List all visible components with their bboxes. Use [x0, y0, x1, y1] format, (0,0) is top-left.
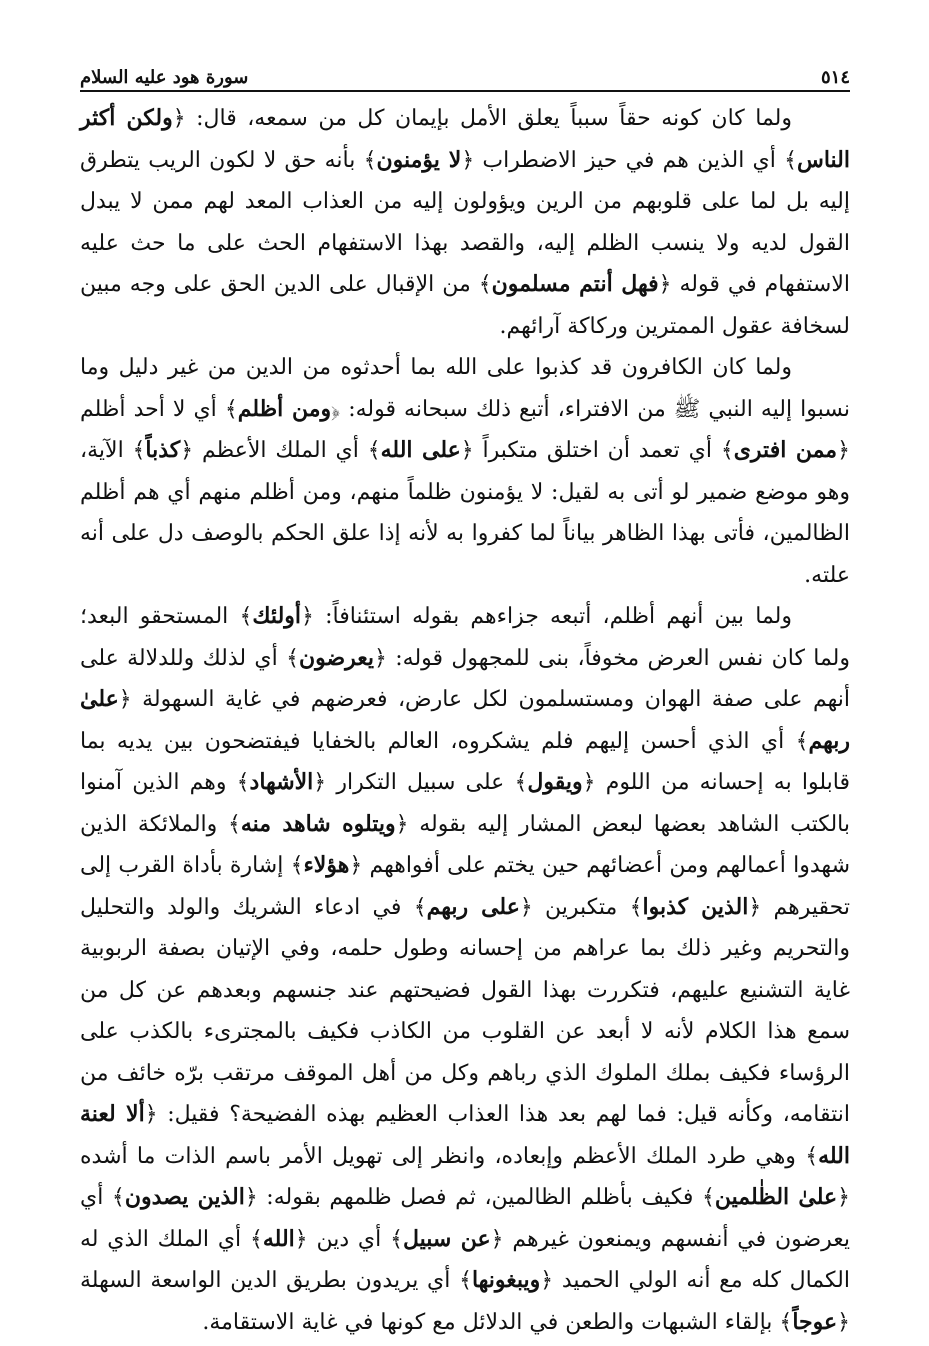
body-text: أي يريدون بطريق الدين الواسعة السهلة [80, 1268, 460, 1293]
quran-quote: ﴿ ألا لعنة الله ﴾ [80, 1101, 850, 1169]
body-text: أي دين [307, 1226, 391, 1252]
quran-quote: ﴿ هؤلاء ﴾ [291, 852, 363, 878]
quran-quote: ﴿ علىٰ ربهم ﴾ [80, 686, 850, 754]
quran-quote: ﴿ يعرضون ﴾ [286, 645, 387, 671]
body-text: أي تعمد أن اختلق متكبراً [473, 438, 721, 463]
quran-quote: ﴿ ويبغونها ﴾ [459, 1267, 553, 1293]
quran-quote: ﴿ فهل أنتم مسلمون ﴾ [479, 271, 672, 297]
body-text: بأنه حق لا لكون الريب يتطرق إليه بل لما على قلوبهم من الرين ويؤولون إليه من العذاب المعد لهم ممن لا يبدل القول لديه ولا ينسب الظلم إليه، والقصد بهذا الاستفهام الحث على ما حث عليه الاستفهام في قوله [80, 147, 850, 297]
body-text: أي الذين هم في حيز الاضطراب [474, 147, 785, 173]
body-text: من الإقبال على الدين الحق على وجه مبين لسخافة عقول الممترين وركاكة آرائهم. [80, 272, 850, 339]
body-text: إشارة بأداة القرب إلى تحقيرهم [80, 853, 851, 920]
body-text: أي يعرضون في أنفسهم ويمنعون غيرهم [80, 1185, 851, 1252]
body-text: أي الذي أحسن إليهم فلم يشكروه، العالم بالخفايا فيفتضحون بين يديه بما قابلوا به إحسانه من اللوم [80, 728, 851, 795]
quran-quote: ﴿ لا يؤمنون ﴾ [364, 147, 475, 173]
quran-quote: ﴿ كذباً ﴾ [133, 437, 194, 463]
quran-quote: ﴿ الذين يصدون ﴾ [112, 1184, 258, 1210]
body-text: أي الملك الأعظم [193, 438, 368, 463]
quran-quote: ﴿ أولئك ﴾ [240, 603, 314, 629]
body-text: المستحقو البعد؛ ولما كان نفس العرض مخوفاً، بنى للمجهول قوله: [80, 604, 850, 671]
body-text: بإلقاء الشبهات والطعن في الدلائل مع كونها في غاية الاستقامة. [202, 1309, 780, 1335]
page-header [80, 52, 850, 88]
quran-quote: ﴿ الله ﴾ [250, 1226, 308, 1252]
quran-quote: ﴿ الأشهاد ﴾ [237, 769, 327, 795]
body-text: وهم الذين آمنوا بالكتب الشاهد بعضها لبعض المشار إليه بقوله [80, 770, 850, 837]
quran-quote: ﴿ عن سبيل ﴾ [390, 1226, 504, 1252]
quran-quote: ﴿ الذين كذبوا ﴾ [630, 894, 762, 920]
header-rule [80, 90, 850, 92]
body-text: فكيف بأظلم الظالمين، ثم فصل ظلمهم بقوله: [257, 1185, 702, 1210]
surah-title: سورة هود عليه السلام [80, 67, 249, 88]
body-text: أي لذلك وللدلالة على أنهم على صفة الهوان ومستسلمون لكل عارض، فعرضهم في غاية السهولة [80, 645, 850, 712]
quran-quote: ﴿ على ربهم ﴾ [414, 894, 533, 920]
quran-quote: ﴿ ممن افترى ﴾ [721, 437, 850, 463]
body-text: على سبيل التكرار [326, 770, 515, 795]
body-text: أي الملك الذي له الكمال كله مع أنه الولي الحميد [80, 1226, 850, 1293]
page-number: ٥١٤ [820, 67, 850, 88]
quran-quote: ﴿ ومن أظلم ﴾ [225, 396, 340, 422]
paragraph-1 [80, 98, 850, 347]
quran-quote: ﴿ ويقول ﴾ [515, 769, 596, 795]
body-text: وهي طرد الملك الأعظم وإبعاده، وانظر إلى تهويل الأمر باسم الذات ما أشده [80, 1143, 806, 1169]
body-text: ولما بين أنهم أظلم، أتبعه جزاءهم بقوله استئنافاً: [313, 604, 792, 629]
body-text: في ادعاء الشريك والولد والتحليل والتحريم وغير ذلك بما عراهم من إحسانه وطول حلمه، وفي الإتيان بصفة الربوبية غاية التشنيع عليهم، فتكررت بهذا القول فضيحتهم عند جنسهم وبعدهم عن كل من سمع هذا الكلام لأنه لا أبعد عن القلوب من الكاذب فكيف بالمجترىء بالكذب على الرؤساء فكيف بملك الملوك الذي رباهم وكل من أهل الموقف مرتقب برّه خائف من انتقامه، وكأنه قيل: فما لهم بعد هذا العذاب العظيم بهذه الفضيحة؟ فقيل: [80, 894, 850, 1127]
body-text: الآية، وهو موضع ضمير لو أتى به لقيل: لا يؤمنون ظلماً منهم، ومن أظلم منهم أي هم أظلم الظالمين، فأتى بهذا الظاهر بياناً لما كفروا به لأنه إذا علق الحكم بالوصف دل على أنه علته. [80, 438, 850, 588]
quran-quote: ﴿ ولكن أكثر الناس ﴾ [80, 105, 850, 173]
body-text: ولما كان كونه حقاً سبباً يعلق الأمل بإيمان كل من سمعه، قال: [185, 106, 792, 131]
quran-quote: ﴿ عوجاً ﴾ [779, 1309, 850, 1335]
quran-quote: ﴿ على الله ﴾ [368, 437, 474, 463]
body-text: والملائكة الذين شهدوا أعمالهم ومن أعضائهم حين يختم على أفواههم [80, 811, 850, 878]
page-body [80, 98, 851, 1335]
paragraph-3 [80, 596, 850, 1343]
quran-quote: ﴿ علىٰ الظٰلمين ﴾ [702, 1184, 850, 1210]
paragraph-2 [80, 347, 850, 596]
body-text: ولما كان الكافرون قد كذبوا على الله بما أحدثوه من الدين من غير دليل وما نسبوا إليه النبي ﷺ من الافتراء، أتبع ذلك سبحانه قوله: [80, 355, 850, 422]
body-text: متكبرين [532, 894, 630, 920]
body-text: أي لا أحد أظلم [80, 396, 225, 422]
quran-quote: ﴿ ويتلوه شاهد منه ﴾ [228, 811, 409, 837]
